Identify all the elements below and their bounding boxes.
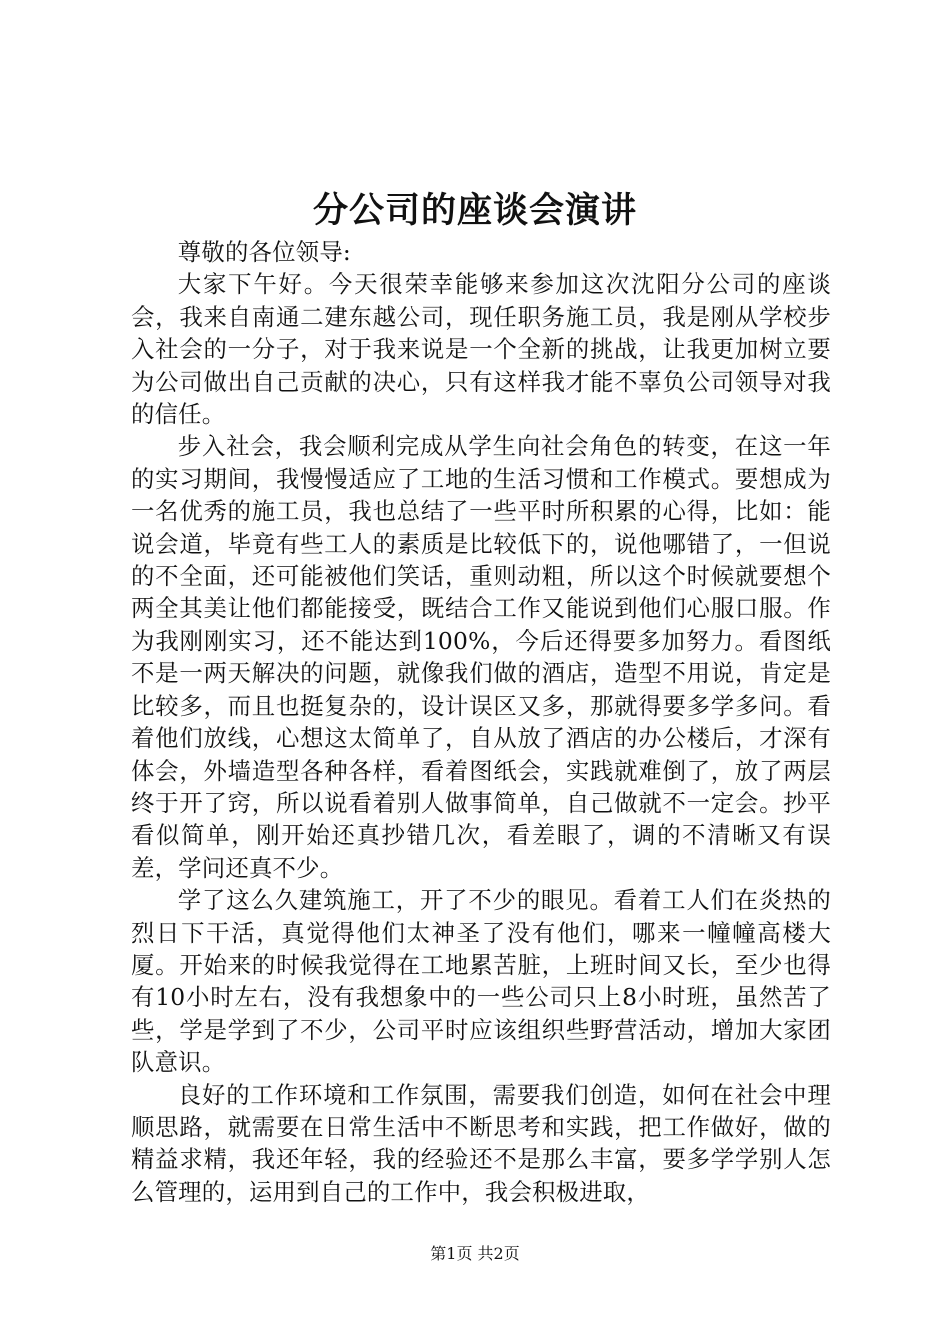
paragraph-1: 大家下午好。今天很荣幸能够来参加这次沈阳分公司的座谈会，我来自南通二建东越公司，现任职务施工员，我是刚从学校步入社会的一分子，对于我来说是一个全新的挑战，让我更加树立要为公司做出自己贡献的决心，只有这样我才能不辜负公司领导对我的信任。 [131,270,831,429]
page-number-footer: 第1页 共2页 [430,1244,520,1263]
paragraph-4: 良好的工作环境和工作氛围，需要我们创造，如何在社会中理顺思路，就需要在日常生活中不断思考和实践，把工作做好，做的精益求精，我还年轻，我的经验还不是那么丰富，要多学学别人怎么管理的，运用到自己的工作中，我会积极进取， [131,1080,831,1206]
document-title: 分公司的座谈会演讲 [312,190,637,231]
paragraph-2: 步入社会，我会顺利完成从学生向社会角色的转变，在这一年的实习期间，我慢慢适应了工地的生活习惯和工作模式。要想成为一名优秀的施工员，我也总结了一些平时所积累的心得，比如：能说会道，毕竟有些工人的素质是比较低下的，说他哪错了，一但说的不全面，还可能被他们笑话，重则动粗，所以这个时候就要想个两全其美让他们都能接受，既结合工作又能说到他们心服口服。作为我刚刚实习，还不能达到100%，今后还得要多加努力。看图纸不是一两天解决的问题，就像我们做的酒店，造型不用说，肯定是比较多，而且也挺复杂的，设计误区又多，那就得要多学多问。看着他们放线，心想这太简单了，自从放了酒店的办公楼后，才深有体会，外墙造型各种各样，看着图纸会，实践就难倒了，放了两层终于开了窍，所以说看着别人做事简单，自己做就不一定会。抄平看似简单，刚开始还真抄错几次，看差眼了，调的不清晰又有误差，学问还真不少。 [131,432,831,882]
paragraph-3: 学了这么久建筑施工，开了不少的眼见。看着工人们在炎热的烈日下干活，真觉得他们太神圣了没有他们，哪来一幢幢高楼大厦。开始来的时候我觉得在工地累苦脏，上班时间又长，至少也得有10小时左右，没有我想象中的一些公司只上8小时班，虽然苦了些，学是学到了不少，公司平时应该组织些野营活动，增加大家团队意识。 [131,886,831,1077]
document-body [131,236,831,1208]
salutation: 尊敬的各位领导: [177,238,352,266]
